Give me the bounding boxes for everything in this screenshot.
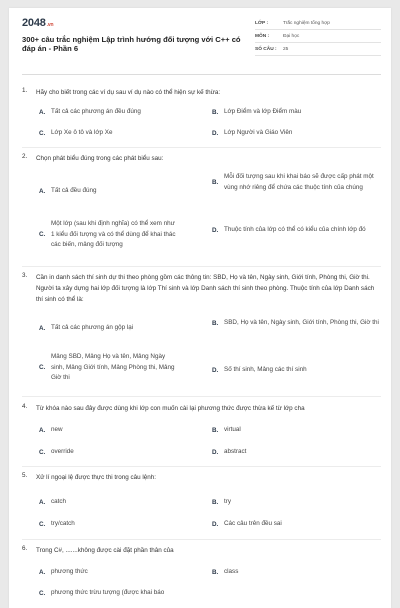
question-text: Trong C#, .......không được cài đặt phần thân của [36,547,174,554]
question-number: 1. [22,87,28,94]
option-letter: C. [39,129,46,137]
option-letter: D. [212,366,219,374]
option-text: Lớp Người và Giáo Viên [224,129,293,136]
meta-row-question-count [255,43,381,56]
option-text: abstract [224,448,247,455]
option-text: Tất cả đều đúng [51,187,97,194]
question-1-option-a[interactable] [39,107,179,118]
meta-row-subject [255,30,381,43]
option-text: Một lớp (sau khi định nghĩa) có thể xem như 1 kiểu đối tượng và có thể dùng để khai thác các biến, mảng đối tượng [51,220,176,249]
option-text: Tất cả các phương án gộp lại [51,324,134,331]
question-4-option-a[interactable] [39,425,179,436]
option-letter: B. [212,498,219,506]
option-letter: A. [39,426,46,434]
question-6-option-c[interactable] [39,588,179,599]
question-divider [22,396,381,397]
document-meta-table [255,17,381,56]
question-text: Xử lí ngoại lệ được thực thi trong câu lệnh: [36,474,157,481]
document-header [9,8,391,70]
question-1-option-d[interactable] [212,128,380,139]
question-text: Chọn phát biểu đúng trong các phát biểu sau: [36,155,164,162]
option-text: Lớp Xe ô tô và lớp Xe [51,129,113,136]
question-5-option-a[interactable] [39,497,179,508]
option-letter: A. [39,108,46,116]
option-letter: C. [39,231,46,239]
option-letter: A. [39,568,46,576]
option-letter: A. [39,187,46,195]
option-letter: A. [39,324,46,332]
option-letter: B. [212,179,219,187]
question-3-option-a[interactable] [39,323,179,334]
meta-key: LỚP : [255,20,269,26]
option-letter: C. [39,448,46,456]
option-text: phương thức trừu tượng (được khai báo [51,589,165,596]
question-4-option-b[interactable] [212,425,380,436]
question-divider [22,147,381,148]
question-1-option-c[interactable] [39,128,179,139]
option-letter: D. [212,226,219,234]
meta-value: Trắc nghiệm tổng hợp [283,20,330,26]
question-5-option-d[interactable] [212,519,380,530]
logo-main-text: 2048 [22,17,46,29]
option-letter: C. [39,520,46,528]
option-letter: B. [212,426,219,434]
option-letter: C. [39,364,46,372]
document-title: 300+ câu trắc nghiệm Lập trình hướng đối tượng với C++ có đáp án - Phần 6 [22,35,241,54]
document-page [9,8,391,608]
option-text: catch [51,498,67,505]
option-letter: B. [212,319,219,327]
question-text: Hãy cho biết trong các ví dụ sau ví dụ nào có thể hiện sự kế thừa: [36,89,221,96]
header-divider [22,74,381,75]
question-divider [22,266,381,267]
option-text: override [51,448,74,455]
question-number: 4. [22,403,28,410]
option-text: class [224,568,239,575]
option-text: try [224,498,231,505]
site-logo[interactable] [22,17,53,29]
meta-key: MÔN : [255,33,270,39]
option-letter: B. [212,568,219,576]
question-2-option-c[interactable] [39,219,179,251]
question-4-option-c[interactable] [39,447,179,458]
question-number: 5. [22,472,28,479]
question-6-option-b[interactable] [212,567,380,578]
meta-value: 25 [283,46,289,52]
question-2-option-d[interactable] [212,225,380,236]
option-text: phương thức [51,568,88,575]
question-5-option-c[interactable] [39,519,179,530]
option-letter: A. [39,498,46,506]
option-text: Mỗi đối tượng sau khi khai báo sẽ được cấp phát một vùng nhớ riêng để chứa các thuộc tính của chúng [224,173,374,191]
option-text: new [51,426,63,433]
option-text: Thuộc tính của lớp có thể có kiểu của chính lớp đó [224,226,366,233]
question-number: 6. [22,545,28,552]
option-letter: D. [212,520,219,528]
question-text: Cần in danh sách thí sinh dự thi theo phòng gồm các thông tin: SBD, Họ và tên, Ngày sinh, Giới tính, Phòng thi, Giờ thi. Người ta xây dựng hai lớp đối tượng là lớp Thí sinh và lớp Danh sách thí sinh theo phòng. Thuộc tính của lớp Danh sách thí sinh có thể là: [36,274,375,303]
question-4-option-d[interactable] [212,447,380,458]
option-letter: D. [212,448,219,456]
option-text: try/catch [51,520,75,527]
question-2-option-a[interactable] [39,186,179,197]
question-number: 2. [22,153,28,160]
meta-value: Đại học [283,33,300,39]
question-number: 3. [22,272,28,279]
question-6-option-a[interactable] [39,567,179,578]
question-1-option-b[interactable] [212,107,380,118]
meta-row-class [255,17,381,30]
option-text: SBD, Họ và tên, Ngày sinh, Giới tính, Phòng thi, Giờ thi [224,319,379,326]
option-letter: D. [212,129,219,137]
option-letter: C. [39,589,46,597]
question-3-option-c[interactable] [39,352,179,384]
question-3-option-d[interactable] [212,365,380,376]
question-divider [22,539,381,540]
question-text: Từ khóa nào sau đây được dùng khi lớp con muốn cài lại phương thức được thừa kế từ lớp cha [36,405,305,412]
logo-domain-text: .vn [46,22,54,28]
option-text: Các câu trên đều sai [224,520,282,527]
question-5-option-b[interactable] [212,497,380,508]
meta-key: SỐ CÂU : [255,46,277,52]
option-text: Số thí sinh, Mảng các thí sinh [224,366,307,373]
option-text: Lớp Điểm và lớp Điểm màu [224,108,302,115]
option-text: virtual [224,426,241,433]
option-text: Tất cả các phương án đều đúng [51,108,141,115]
question-divider [22,466,381,467]
option-letter: B. [212,108,219,116]
question-2-option-b[interactable] [212,172,380,193]
question-3-option-b[interactable] [212,318,380,329]
option-text: Mảng SBD, Mảng Họ và tên, Mảng Ngày sinh, Mảng Giới tính, Mảng Phòng thi, Mảng Giờ thi [51,353,175,382]
